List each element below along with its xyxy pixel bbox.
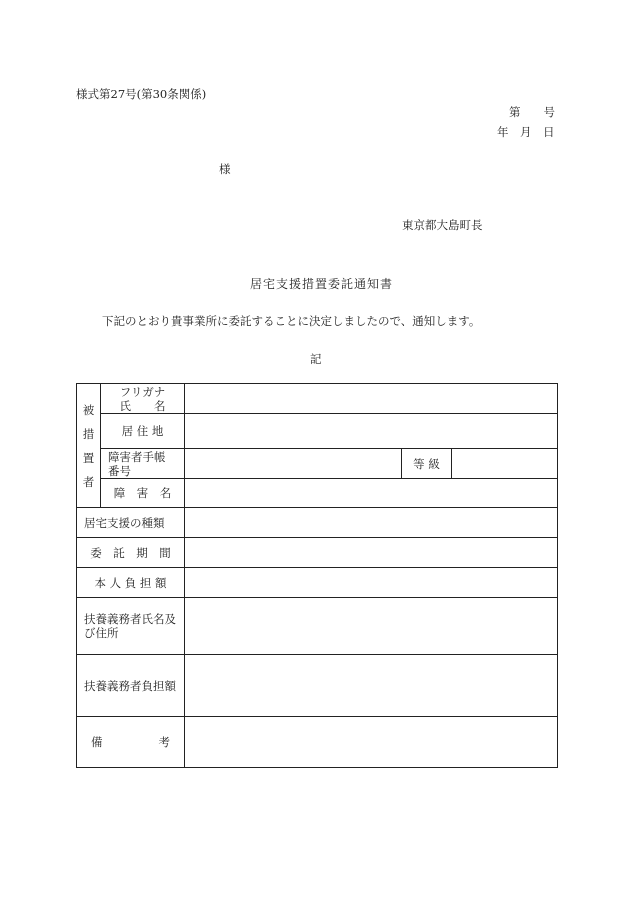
remarks-field[interactable] <box>185 717 558 768</box>
table-row <box>77 414 558 449</box>
table-row <box>77 598 558 655</box>
support-type-label: 居宅支援の種類 <box>77 508 185 538</box>
table-row <box>77 479 558 508</box>
name-field[interactable] <box>185 384 558 414</box>
remarks-label: 備 考 <box>77 717 185 768</box>
disability-field[interactable] <box>185 479 558 508</box>
document-title: 居宅支援措置委託通知書 <box>250 277 394 291</box>
table-row <box>77 538 558 568</box>
table-row <box>77 384 558 414</box>
issue-date: 年 月 日 <box>497 125 555 139</box>
self-burden-field[interactable] <box>185 568 558 598</box>
table-row <box>77 508 558 538</box>
supporter-name-label: 扶養義務者氏名及 び住所 <box>77 598 185 655</box>
support-type-field[interactable] <box>185 508 558 538</box>
grade-field[interactable] <box>452 449 558 479</box>
table-row <box>77 449 558 479</box>
period-label: 委 託 期 間 <box>77 538 185 568</box>
self-burden-label: 本 人 負 担 額 <box>77 568 185 598</box>
handbook-number-label: 障害者手帳 番号 <box>101 449 185 479</box>
issuer-name: 東京都大島町長 <box>402 218 483 232</box>
disability-label: 障 害 名 <box>101 479 185 508</box>
furigana-label: フリガナ <box>119 384 166 399</box>
grade-label: 等 級 <box>402 449 452 479</box>
address-field[interactable] <box>185 414 558 449</box>
name-label-cell <box>101 384 185 414</box>
document-number: 第 号 <box>509 105 555 119</box>
table-row <box>77 717 558 768</box>
body-text: 下記のとおり貴事業所に委託することに決定しましたので、通知します。 <box>102 314 481 328</box>
ki-label: 記 <box>310 352 322 366</box>
supporter-name-field[interactable] <box>185 598 558 655</box>
period-field[interactable] <box>185 538 558 568</box>
covered-person-group-label: 被 措 置 者 <box>77 384 101 508</box>
notice-table <box>76 383 558 768</box>
address-label: 居 住 地 <box>101 414 185 449</box>
supporter-burden-label: 扶養義務者負担額 <box>77 655 185 717</box>
addressee-honorific: 様 <box>219 162 231 176</box>
table-row <box>77 655 558 717</box>
form-number: 様式第27号(第30条関係) <box>76 87 207 101</box>
handbook-number-field[interactable] <box>185 449 402 479</box>
name-label: 氏 名 <box>119 398 166 413</box>
supporter-burden-field[interactable] <box>185 655 558 717</box>
table-row <box>77 568 558 598</box>
